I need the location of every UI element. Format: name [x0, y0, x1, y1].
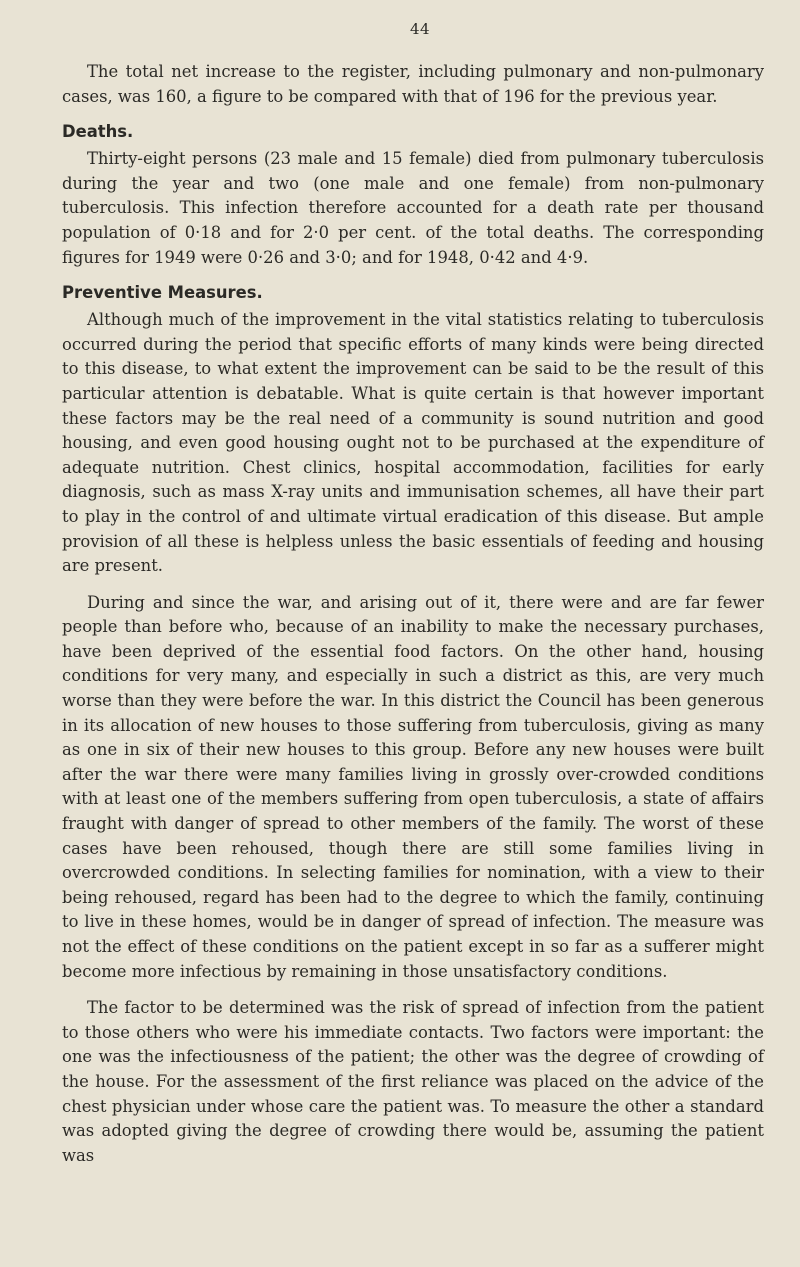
deaths-heading: Deaths.	[62, 122, 134, 142]
intro-paragraph: The total net increase to the register, including pulmonary and non-pulmonary cases, was 160, a figure to be compared with that of 196 for the previous year.	[62, 62, 764, 106]
preventive-paragraph-2: During and since the war, and arising out of it, there were and are far fewer people than before who, because of an inability to make the necessary purchases, have been deprived of the essential food factors. On the other hand, housing conditions for very many, and especially in such a district as this, are very much worse than they were before the war. In this district the Council has been generous in its allocation of new houses to those suffering from tuberculosis, giving as many as one in six of their new houses to this group. Before any new houses were built after the war there were many families living in grossly over-crowded conditions with at least one of the members suffering from open tuberculosis, a state of affairs fraught with danger of spread to other members of the family. The worst of these cases have been rehoused, though there are still some families living in overcrowded conditions. In selecting families for nomination, with a view to their being rehoused, regard has been had to the degree to which the family, continuing to live in these homes, would be in danger of spread of infection. The measure was not the effect of these conditions on the patient except in so far as a sufferer might become more infectious by remaining in those unsatisfactory conditions.	[62, 592, 764, 981]
preventive-paragraph-1: Although much of the improvement in the vital statistics relating to tuberculosis occurred during the period that specific efforts of many kinds were being directed to this disease, to what extent the improvement can be said to be the result of this particular attention is debatable. What is quite certain is that however important these factors may be the real need of a community is sound nutrition and good housing, and even good housing ought not to be purchased at the expenditure of adequate nutrition. Chest clinics, hospital accommodation, facilities for early diagnosis, such as mass X-ray units and immunisation schemes, all have their part to play in the control of and ultimate virtual eradication of this disease. But ample provision of all these is helpless unless the basic essentials of feeding and housing are present.	[62, 310, 764, 576]
preventive-paragraph-3: The factor to be determined was the risk of spread of infection from the patient to those others who were his immediate contacts. Two factors were important: the one was the infectiousness of the patient; the other was the degree of crowding of the house. For the assessment of the first reliance was placed on the advice of the chest physician under whose care the patient was. To measure the other a standard was adopted giving the degree of crowding there would be, assuming the patient was	[62, 998, 764, 1165]
preventive-measures-heading: Preventive Measures.	[62, 283, 263, 303]
deaths-paragraph: Thirty-eight persons (23 male and 15 female) died from pulmonary tuberculosis during the year and two (one male and one female) from non-pulmonary tuberculosis. This infection therefore accounted for a death rate per thousand population of 0·18 and for 2·0 per cent. of the total deaths. The corresponding figures for 1949 were 0·26 and 3·0; and for 1948, 0·42 and 4·9.	[62, 149, 764, 267]
page-number: 44	[409, 20, 431, 38]
